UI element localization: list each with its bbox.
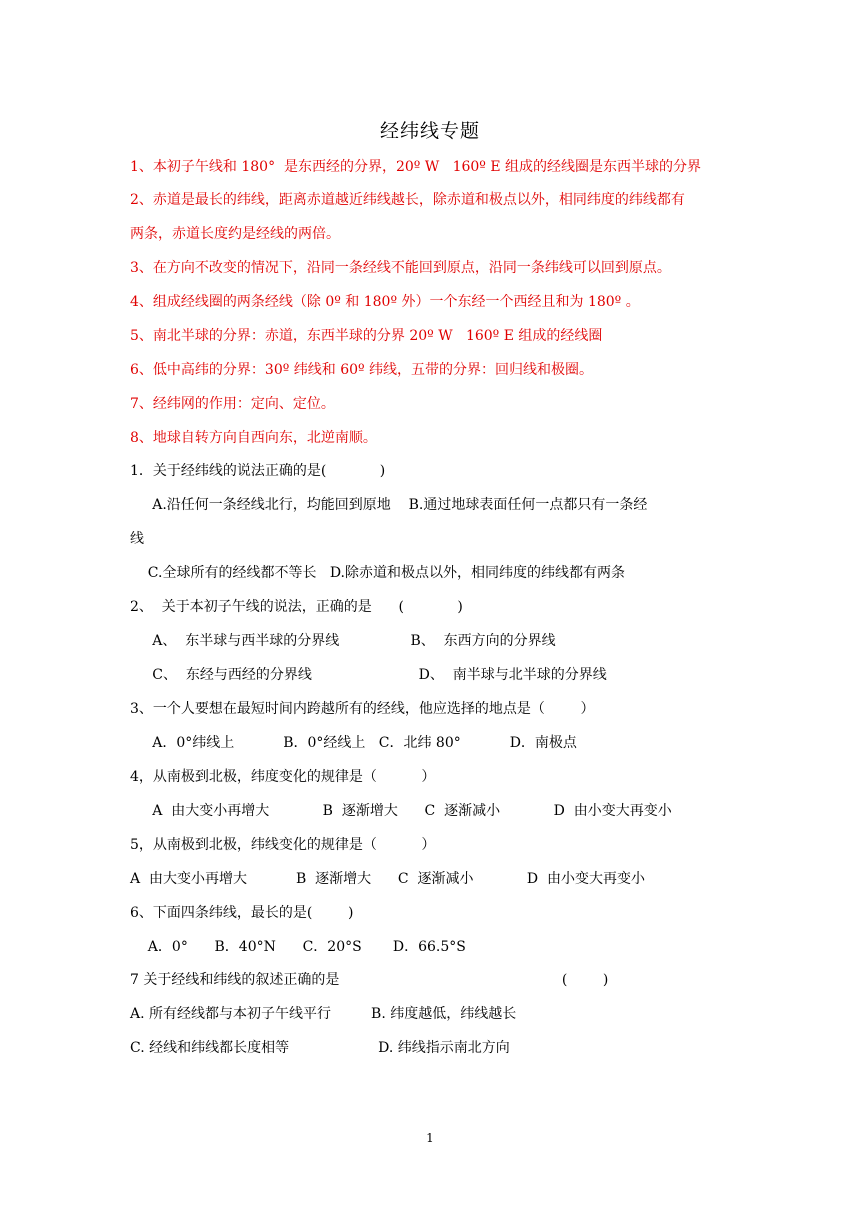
- key-point-5: 5、南北半球的分界：赤道，东西半球的分界 20º W 160º E 组成的经线圈: [130, 328, 603, 344]
- question-6: 6、下面四条纬线，最长的是( ): [130, 905, 354, 921]
- question-2-options-ab: A、 东半球与西半球的分界线 B、 东西方向的分界线: [130, 633, 556, 649]
- key-point-1: 1、本初子午线和 180° 是东西经的分界，20º W 160º E 组成的经线圈是东西半球的分界: [130, 159, 701, 175]
- key-point-8: 8、地球自转方向自西向东，北逆南顺。: [130, 430, 377, 446]
- page-number: 1: [426, 1131, 434, 1145]
- question-2-options-cd: C、 东经与西经的分界线 D、 南半球与北半球的分界线: [130, 667, 607, 683]
- key-point-2: 2、赤道是最长的纬线，距离赤道越近纬线越长，除赤道和极点以外，相同纬度的纬线都有: [130, 192, 685, 208]
- question-3-options: A．0°纬线上 B．0°经线上 C．北纬 80° D．南极点: [130, 735, 577, 751]
- question-1-options-cd: C.全球所有的经线都不等长 D.除赤道和极点以外，相同纬度的纬线都有两条: [130, 565, 625, 581]
- question-1-options-ab: A.沿任何一条经线北行，均能回到原地 B.通过地球表面任何一点都只有一条经: [130, 497, 648, 513]
- question-7-options-ab: A. 所有经线都与本初子午线平行 B. 纬度越低，纬线越长: [130, 1006, 517, 1022]
- question-5-options: A 由大变小再增大 B 逐渐增大 C 逐渐减小 D 由小变大再变小: [130, 871, 645, 887]
- key-point-2-cont: 两条，赤道长度约是经线的两倍。: [130, 226, 340, 242]
- key-point-4: 4、组成经线圈的两条经线（除 0º 和 180º 外）一个东经一个西经且和为 180º 。: [130, 294, 640, 310]
- question-2: 2、 关于本初子午线的说法，正确的是 ( ): [130, 599, 463, 615]
- question-7: 7 关于经线和纬线的叙述正确的是 ( ): [130, 972, 609, 988]
- question-4: 4，从南极到北极，纬度变化的规律是（ ）: [130, 769, 436, 785]
- key-point-6: 6、低中高纬的分界：30º 纬线和 60º 纬线，五带的分界：回归线和极圈。: [130, 362, 594, 378]
- question-1-options-ab-cont: 线: [130, 531, 144, 547]
- question-3: 3、一个人要想在最短时间内跨越所有的经线，他应选择的地点是（ ）: [130, 701, 595, 717]
- key-point-3: 3、在方向不改变的情况下，沿同一条经线不能回到原点，沿同一条纬线可以回到原点。: [130, 260, 671, 276]
- question-1: 1．关于经纬线的说法正确的是( ): [130, 463, 386, 479]
- key-point-7: 7、经纬网的作用：定向、定位。: [130, 396, 335, 412]
- question-6-options: A．0° B．40°N C．20°S D．66.5°S: [130, 939, 466, 955]
- question-5: 5，从南极到北极，纬线变化的规律是（ ）: [130, 837, 436, 853]
- question-7-options-cd: C. 经线和纬线都长度相等 D. 纬线指示南北方向: [130, 1040, 510, 1056]
- question-4-options: A 由大变小再增大 B 逐渐增大 C 逐渐减小 D 由小变大再变小: [130, 803, 672, 819]
- page-title: 经纬线专题: [379, 120, 480, 142]
